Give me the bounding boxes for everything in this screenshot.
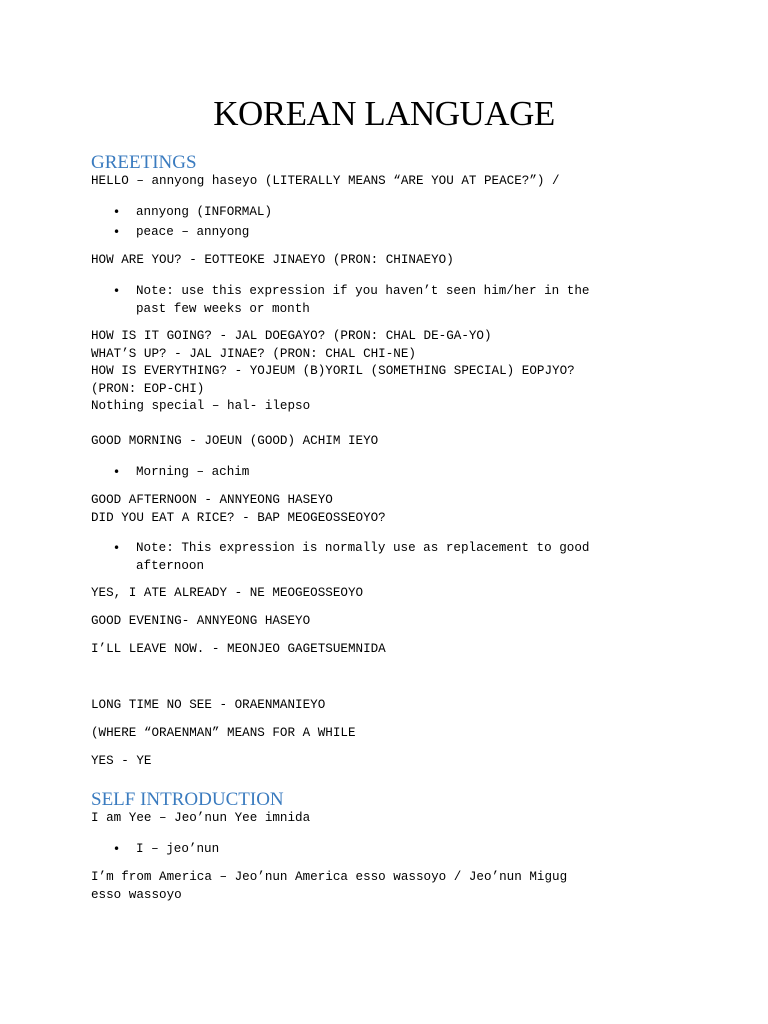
text-line-long-time: LONG TIME NO SEE - ORAENMANIEYO <box>91 698 326 712</box>
text-line-good-evening: GOOD EVENING- ANNYEONG HASEYO <box>91 614 311 628</box>
text-line-good-morning: GOOD MORNING - JOEUN (GOOD) ACHIM IEYO <box>91 434 379 448</box>
text-line-from-america: I’m from America – Jeo’nun America esso wassoyo / Jeo’nun Migug <box>91 870 568 884</box>
document-title: KOREAN LANGUAGE <box>213 94 555 133</box>
bullet-item-note-replacement <box>113 540 590 576</box>
text-line-nothing-special: Nothing special – hal- ilepso <box>91 399 311 413</box>
text-line-good-afternoon: GOOD AFTERNOON - ANNYEONG HASEYO <box>91 493 333 507</box>
bullet-icon: • <box>113 284 121 298</box>
text-line-how-are-you: HOW ARE YOU? - EOTTEOKE JINAEYO (PRON: CHINAEYO) <box>91 253 454 267</box>
bullet-icon: • <box>113 225 121 239</box>
text-line-yes: YES - YE <box>91 754 152 768</box>
text-line-oraenman: (WHERE “ORAENMAN” MEANS FOR A WHILE <box>91 726 356 740</box>
text-line-i-am-yee: I am Yee – Jeo’nun Yee imnida <box>91 811 311 825</box>
bullet-text: Morning – achim <box>136 465 250 479</box>
text-line-from-america-cont: esso wassoyo <box>91 888 182 902</box>
bullet-text-line2: afternoon <box>136 558 205 573</box>
text-line-how-everything: HOW IS EVERYTHING? - YOJEUM (B)YORIL (SOMETHING SPECIAL) EOPJYO? <box>91 364 575 378</box>
text-line-hello: HELLO – annyong haseyo (LITERALLY MEANS “ARE YOU AT PEACE?”) / <box>91 174 560 188</box>
bullet-text: annyong (INFORMAL) <box>136 205 273 219</box>
section-heading-self-introduction: SELF INTRODUCTION <box>91 789 284 810</box>
bullet-text-line1: Note: use this expression if you haven’t seen him/her in the <box>136 284 590 298</box>
bullet-text-line2: past few weeks or month <box>136 301 310 316</box>
bullet-text: peace – annyong <box>136 225 250 239</box>
section-heading-greetings: GREETINGS <box>91 152 197 173</box>
text-line-leave-now: I’LL LEAVE NOW. - MEONJEO GAGETSUEMNIDA <box>91 642 386 656</box>
bullet-icon: • <box>113 541 121 555</box>
bullet-text-line1: Note: This expression is normally use as replacement to good <box>136 541 590 555</box>
text-line-whats-up: WHAT’S UP? - JAL JINAE? (PRON: CHAL CHI-NE) <box>91 347 416 361</box>
bullet-item-note-unseen <box>113 283 590 319</box>
bullet-icon: • <box>113 205 121 219</box>
text-line-pron-eop-chi: (PRON: EOP-CHI) <box>91 382 205 396</box>
bullet-icon: • <box>113 465 121 479</box>
bullet-icon: • <box>113 842 121 856</box>
text-line-how-going: HOW IS IT GOING? - JAL DOEGAYO? (PRON: CHAL DE-GA-YO) <box>91 329 492 343</box>
bullet-text: I – jeo’nun <box>136 842 220 856</box>
text-line-eat-rice: DID YOU EAT A RICE? - BAP MEOGEOSSEOYO? <box>91 511 386 525</box>
text-line-ate-already: YES, I ATE ALREADY - NE MEOGEOSSEOYO <box>91 586 364 600</box>
